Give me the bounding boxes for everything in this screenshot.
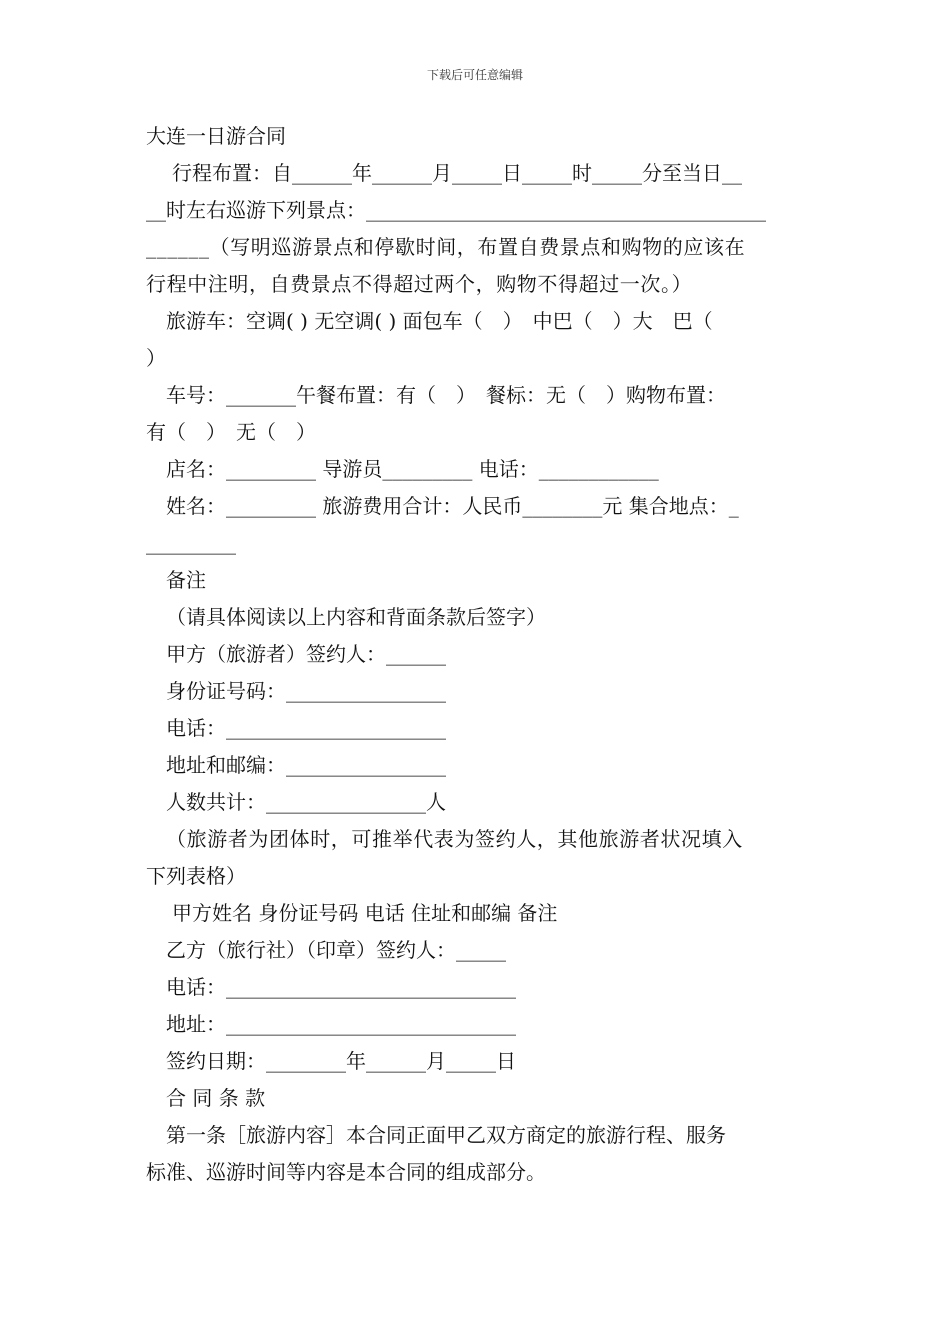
group-note-2: 下列表格） — [146, 864, 246, 888]
party-b-address: 地址：_____________________________ — [166, 1012, 516, 1036]
contract-title: 大连一日游合同 — [146, 124, 286, 148]
page-header: 下载后可任意编辑 — [426, 68, 523, 82]
party-a-address: 地址和邮编：________________ — [166, 753, 446, 777]
shop-guide-line: 店名：_________ 导游员_________ 电话：____________ — [166, 457, 659, 481]
group-note-1: （旅游者为团体时，可推举代表为签约人，其他旅游者状况填入 — [166, 827, 743, 851]
shopping-line: 有（ ） 无（ ） — [146, 420, 316, 444]
itinerary-note-1: ______（写明巡游景点和停歇时间，布置自费景点和购物的应该在 — [146, 235, 746, 259]
party-a-id-number: 身份证号码：________________ — [166, 679, 446, 703]
party-a-phone: 电话：______________________ — [166, 716, 446, 740]
meeting-point-line: _________ — [146, 531, 236, 555]
article-1-line-1: 第一条［旅游内容］本合同正面甲乙双方商定的旅游行程、服务 — [166, 1123, 726, 1147]
table-header-line: 甲方姓名 身份证号码 电话 住址和邮编 备注 — [172, 901, 558, 925]
party-b-signer: 乙方（旅行社）（印章）签约人：_____ — [166, 938, 506, 962]
itinerary-note-2: 行程中注明，自费景点不得超过两个，购物不得超过一次。） — [146, 272, 693, 296]
bus-type-line-cont: ） — [146, 346, 166, 370]
remarks-heading: 备注 — [166, 568, 206, 592]
remarks-note: （请具体阅读以上内容和背面条款后签字） — [166, 605, 546, 629]
itinerary-line-1: 行程布置：自______年______月_____日_____时_____分至当日__ — [172, 161, 742, 185]
terms-heading: 合 同 条 款 — [166, 1086, 266, 1110]
signing-date: 签约日期：________年______月_____日 — [166, 1049, 516, 1073]
article-1-line-2: 标准、巡游时间等内容是本合同的组成部分。 — [146, 1160, 546, 1184]
contract-document — [146, 118, 810, 1191]
bus-type-line: 旅游车：空调( ) 无空调( ) 面包车（ ） 中巴（ ）大 巴（ — [166, 309, 713, 333]
itinerary-line-2: __时左右巡游下列景点：________________________________________ — [146, 198, 766, 222]
plate-lunch-line: 车号：_______午餐布置：有（ ） 餐标：无（ ）购物布置： — [166, 383, 726, 407]
name-fee-line: 姓名：_________ 旅游费用合计：人民币________元 集合地点：_ — [166, 494, 739, 518]
party-a-signer: 甲方（旅游者）签约人：______ — [166, 642, 446, 666]
party-b-phone: 电话：_____________________________ — [166, 975, 516, 999]
party-a-headcount: 人数共计：________________人 — [166, 790, 446, 814]
